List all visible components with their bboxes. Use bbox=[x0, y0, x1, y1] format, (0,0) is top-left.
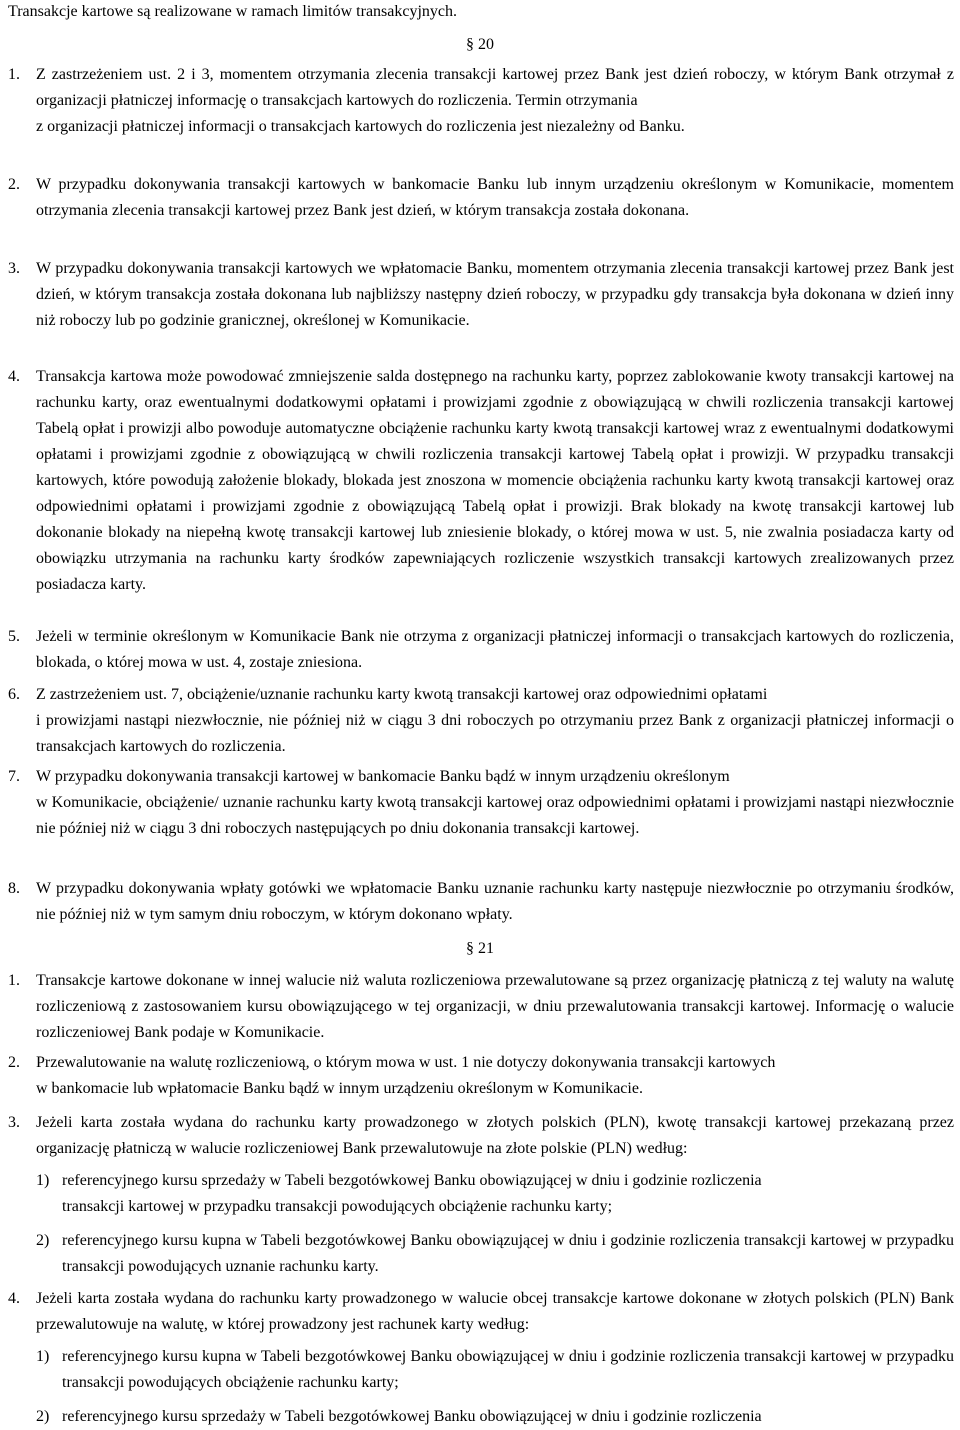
s20-item-7-line-2: w Komunikacie, obciążenie/ uznanie rachunku karty kwotą transakcji kartowej oraz odpowiednimi opłatami i prowizjami nastąpi niezwłocznie nie później niż w ciągu 3 dni roboczych następujących po dniu dokonania transakcji kartowej. bbox=[36, 794, 954, 837]
s20-item-5-text: Jeżeli w terminie określonym w Komunikacie Bank nie otrzyma z organizacji płatniczej informacji o transakcjach kartowych do rozliczenia, blokada, o której mowa w ust. 4, zostaje zniesiona. bbox=[36, 628, 954, 671]
s21-item-4-sub-1-text: referencyjnego kursu kupna w Tabeli bezgotówkowej Banku obowiązującej w dniu i godzinie rozliczenia transakcji kartowej w przypadku transakcji powodujących obciążenie rachunku karty; bbox=[62, 1348, 954, 1391]
s21-item-3-number: 3. bbox=[8, 1114, 20, 1131]
s20-item-8-number: 8. bbox=[8, 880, 20, 897]
s20-item-2-number: 2. bbox=[8, 176, 20, 193]
s21-item-4-text: Jeżeli karta została wydana do rachunku karty prowadzonego w walucie obcej transakcje kartowe dokonane w złotych polskich (PLN) Bank przewalutowuje na walutę, w której prowadzony jest rachunek karty według: bbox=[36, 1290, 954, 1333]
s21-item-3-sub-2-text: referencyjnego kursu kupna w Tabeli bezgotówkowej Banku obowiązującej w dniu i godzinie rozliczenia transakcji kartowej w przypadku transakcji powodujących uznanie rachunku karty. bbox=[62, 1232, 954, 1275]
s20-item-2-text: W przypadku dokonywania transakcji kartowych w bankomacie Banku lub innym urządzeniu określonym w Komunikacie, momentem otrzymania zlecenia transakcji kartowej przez Bank jest dzień, w którym transakcja została dokonana. bbox=[36, 176, 954, 219]
s21-item-3-sub-2-number: 2) bbox=[36, 1232, 50, 1249]
s21-item-3-sub-1-line-2: transakcji kartowej w przypadku transakcji powodujących obciążenie rachunku karty; bbox=[62, 1198, 613, 1215]
section-21-heading: § 21 bbox=[466, 940, 494, 957]
s21-item-3-sub-1-number: 1) bbox=[36, 1172, 50, 1189]
s20-item-8-text: W przypadku dokonywania wpłaty gotówki we wpłatomacie Banku uznanie rachunku karty następuje niezwłocznie po otrzymaniu środków, nie później niż w tym samym dniu roboczym, w którym dokonano wpłaty. bbox=[36, 880, 954, 923]
s20-item-7-text bbox=[36, 764, 954, 842]
s20-item-6-text bbox=[36, 682, 954, 760]
s21-item-1-number: 1. bbox=[8, 972, 20, 989]
intro-text: Transakcje kartowe są realizowane w ramach limitów transakcyjnych. bbox=[8, 3, 458, 20]
s21-item-4-sub-2-number: 2) bbox=[36, 1408, 50, 1425]
s21-item-2-text bbox=[36, 1050, 954, 1102]
s20-item-7-line-1: W przypadku dokonywania transakcji kartowej w bankomacie Banku bądź w innym urządzeniu określonym bbox=[36, 768, 730, 785]
s21-item-3-text: Jeżeli karta została wydana do rachunku karty prowadzonego w złotych polskich (PLN), kwotę transakcji kartowej przekazaną przez organizację płatniczą w walucie rozliczeniowej Bank przewalutowuje na złote polskie (PLN) według: bbox=[36, 1114, 954, 1157]
s20-item-1-line-2: z organizacji płatniczej informacji o transakcjach kartowych do rozliczenia jest niezależny od Banku. bbox=[36, 118, 685, 135]
s20-item-3-text: W przypadku dokonywania transakcji kartowych we wpłatomacie Banku, momentem otrzymania zlecenia transakcji kartowej przez Bank jest dzień, w którym transakcja została dokonana lub najbliższy następny dzień roboczy, w przypadku gdy transakcja była dokonana w dzień inny niż roboczy lub po godzinie granicznej, określonej w Komunikacie. bbox=[36, 260, 954, 329]
section-20-heading: § 20 bbox=[466, 36, 494, 53]
s21-item-4-sub-1-number: 1) bbox=[36, 1348, 50, 1365]
s20-item-4-text: Transakcja kartowa może powodować zmniejszenie salda dostępnego na rachunku karty, poprzez zablokowanie kwoty transakcji kartowej na rachunku karty, oraz ewentualnymi dodatkowymi opłatami i prowizjami zgodnie z obowiązującą w chwili rozliczenia transakcji kartowej Tabelą opłat i prowizji albo powoduje automatyczne obciążenie rachunku karty kwotą transakcji kartowej wraz z ewentualnymi dodatkowymi opłatami i prowizjami zgodnie z obowiązującą w chwili rozliczenia transakcji kartowej Tabelą opłat i prowizji. W przypadku transakcji kartowych, które powodują założenie blokady, blokada jest znoszona w momencie obciążenia rachunku karty kwotą transakcji kartowej oraz odpowiednimi opłatami i prowizjami zgodnie z obowiązującą Tabelą opłat i prowizji. Brak blokady na kwotę transakcji kartowej lub dokonanie blokady na niepełną kwotę transakcji kartowej lub zniesienie blokady, o której mowa w ust. 5, nie zwalnia posiadacza karty od obowiązku utrzymania na rachunku karty środków zapewniających rozliczenie wszystkich transakcji kartowych zrealizowanych przez posiadacza karty. bbox=[36, 368, 954, 593]
s21-item-3-sub-1-text bbox=[62, 1168, 954, 1220]
s20-item-1-number: 1. bbox=[8, 66, 20, 83]
s21-item-4-number: 4. bbox=[8, 1290, 20, 1307]
s21-item-2-number: 2. bbox=[8, 1054, 20, 1071]
s20-item-4-number: 4. bbox=[8, 368, 20, 385]
s21-item-3-sub-1-line-1: referencyjnego kursu sprzedaży w Tabeli bezgotówkowej Banku obowiązującej w dniu i godzinie rozliczenia bbox=[62, 1172, 762, 1189]
s21-item-2-line-1: Przewalutowanie na walutę rozliczeniową, o którym mowa w ust. 1 nie dotyczy dokonywania transakcji kartowych bbox=[36, 1054, 776, 1071]
s21-item-4-sub-2-text: referencyjnego kursu sprzedaży w Tabeli bezgotówkowej Banku obowiązującej w dniu i godzinie rozliczenia bbox=[62, 1408, 762, 1425]
s20-item-1-line-1: Z zastrzeżeniem ust. 2 i 3, momentem otrzymania zlecenia transakcji kartowej przez Bank jest dzień roboczy, w którym Bank otrzymał z organizacji płatniczej informację o transakcjach kartowych do rozliczenia. Termin otrzymania bbox=[36, 66, 954, 109]
s21-item-2-line-2: w bankomacie lub wpłatomacie Banku bądź w innym urządzeniu określonym w Komunikacie. bbox=[36, 1080, 643, 1097]
s21-item-1-text: Transakcje kartowe dokonane w innej walucie niż waluta rozliczeniowa przewalutowane są przez organizację płatniczą z tej waluty na walutę rozliczeniową z zastosowaniem kursu obowiązującego w tej organizacji, w dniu przewalutowania transakcji kartowej. Informację o walucie rozliczeniowej Bank podaje w Komunikacie. bbox=[36, 972, 954, 1041]
s20-item-7-number: 7. bbox=[8, 768, 20, 785]
s20-item-3-number: 3. bbox=[8, 260, 20, 277]
s20-item-5-number: 5. bbox=[8, 628, 20, 645]
s20-item-6-line-2: i prowizjami nastąpi niezwłocznie, nie później niż w ciągu 3 dni roboczych po otrzymaniu przez Bank z organizacji płatniczej informacji o transakcjach kartowych do rozliczenia. bbox=[36, 712, 954, 755]
s20-item-6-number: 6. bbox=[8, 686, 20, 703]
s20-item-1-text bbox=[36, 62, 954, 140]
s20-item-6-line-1: Z zastrzeżeniem ust. 7, obciążenie/uznanie rachunku karty kwotą transakcji kartowej oraz odpowiednimi opłatami bbox=[36, 686, 768, 703]
